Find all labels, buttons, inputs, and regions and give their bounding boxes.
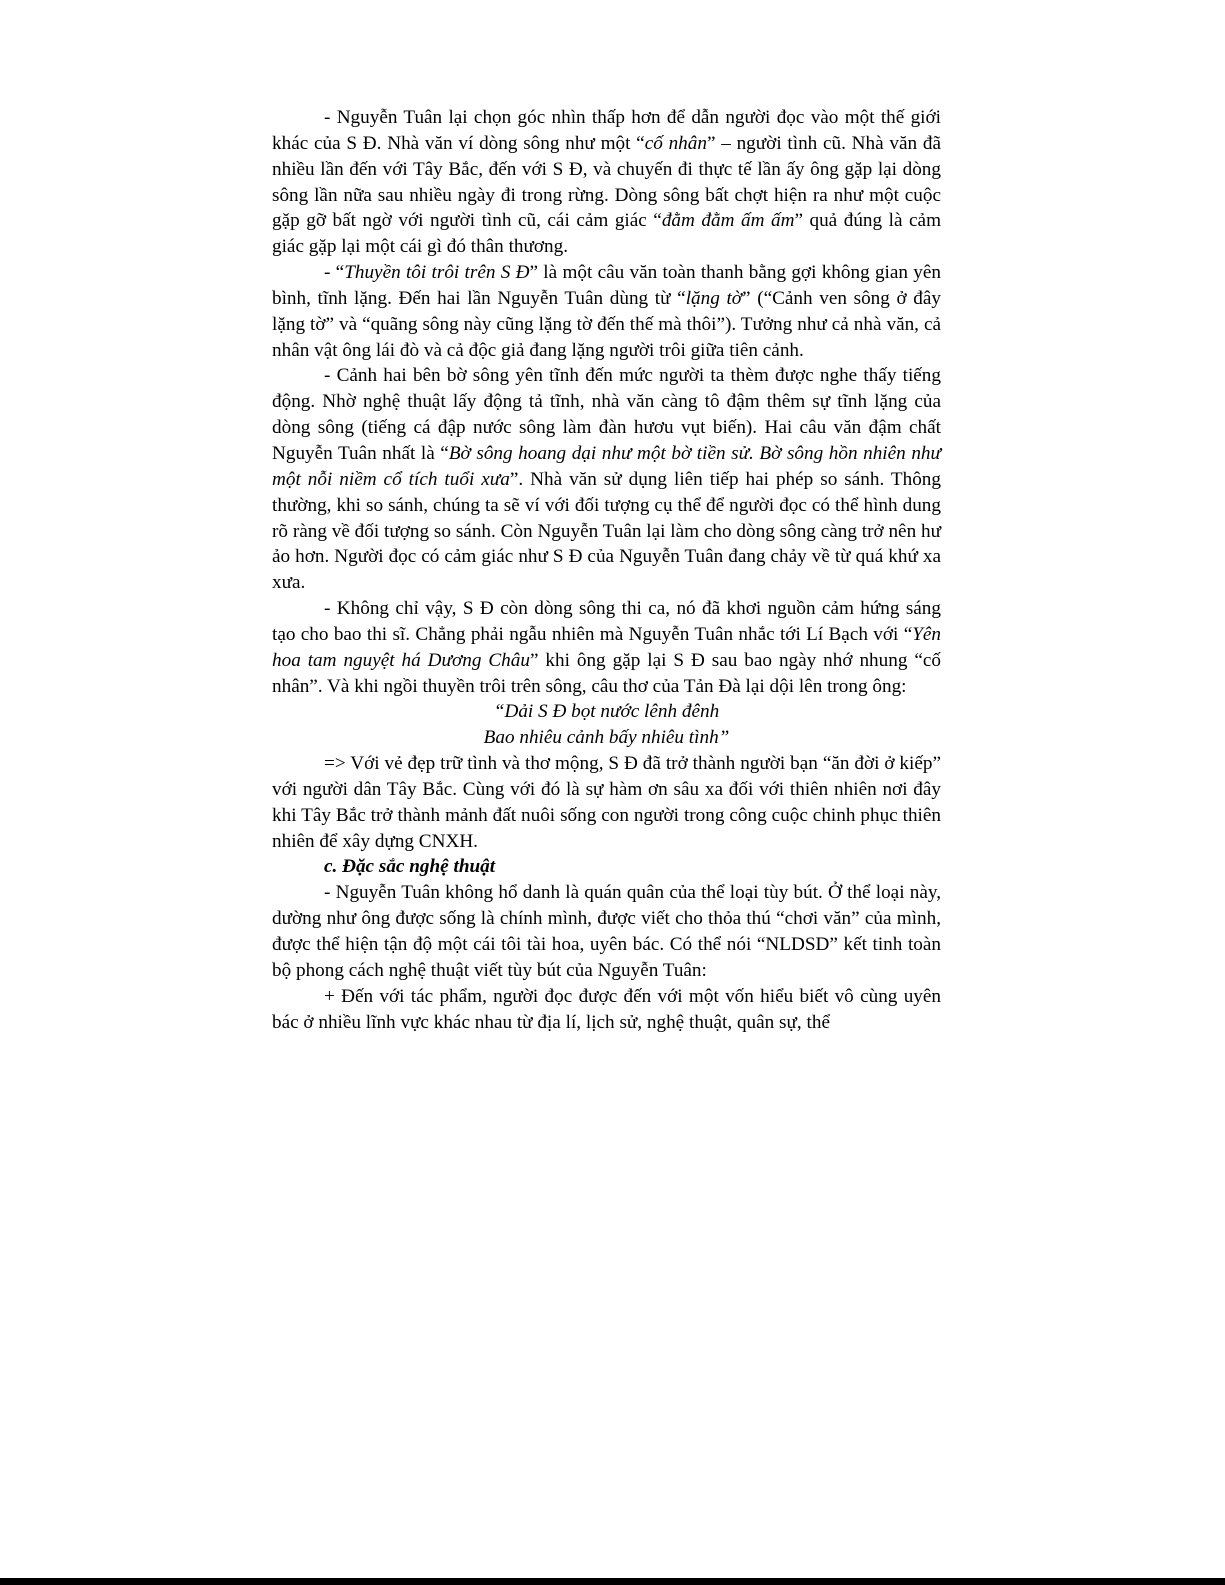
text-run: ” là một câu văn toàn thanh bằng gợi không gian yên bình, tĩnh lặng. Đến hai lần Nguyễn Tuân dùng từ “	[272, 262, 941, 309]
text-run: - Nguyễn Tuân lại chọn góc nhìn thấp hơn để dẫn người đọc vào một thế giới khác của S Đ. Nhà văn ví dòng sông như một “	[272, 107, 941, 154]
text-run: ” (“Cảnh ven sông ở đây lặng tờ” và “quãng sông này cũng lặng tờ đến thế mà thôi”). Tưởng như cả nhà văn, cả nhân vật ông lái đò và cả độc giả đang lặng người trôi giữa tiên cảnh.	[272, 287, 941, 361]
paragraph	[272, 260, 941, 363]
text-run: ” khi ông gặp lại S Đ sau bao ngày nhớ nhung “cố nhân”. Và khi ngồi thuyền trôi trên sông, câu thơ của Tản Đà lại dội lên trong ông:	[272, 649, 942, 697]
page-bottom-border	[0, 1578, 1225, 1585]
paragraph	[272, 751, 941, 854]
text-run: - Cảnh hai bên bờ sông yên tĩnh đến mức người ta thèm được nghe thấy tiếng động. Nhờ nghệ thuật lấy động tả tĩnh, nhà văn càng tô đậm thêm sự tĩnh lặng của dòng sông (tiếng cá đập nước sông làm đàn hươu vụt biến). Hai câu văn đậm chất Nguyễn Tuân nhất là “	[272, 365, 941, 464]
italic-quote: Thuyền tôi trôi trên S Đ	[344, 262, 530, 284]
paragraph	[272, 596, 941, 699]
text-run: - Không chỉ vậy, S Đ còn dòng sông thi ca, nó đã khơi nguồn cảm hứng sáng tạo cho bao thi sĩ. Chẳng phải ngẫu nhiên mà Nguyễn Tuân nhắc tới Lí Bạch với “	[272, 598, 941, 645]
text-run: - Nguyễn Tuân không hổ danh là quán quân của thể loại tùy bút. Ở thể loại này, dường như ông được sống là chính mình, được viết cho thỏa thú “chơi văn” của mình, được thể hiện tận độ một cái tôi tài hoa, uyên bác. Có thể nói “NLDSD” kết tinh toàn bộ phong cách nghệ thuật viết tùy bút của Nguyễn Tuân:	[272, 882, 941, 981]
text-run: => Với vẻ đẹp trữ tình và thơ mộng, S Đ đã trở thành người bạn “ăn đời ở kiếp” với người dân Tây Bắc. Cùng với đó là sự hàm ơn sâu xa đối với thiên nhiên nơi đây khi Tây Bắc trở thành mảnh đất nuôi sống con người trong công cuộc chinh phục thiên nhiên để xây dựng CNXH.	[272, 753, 941, 852]
text-run: Bao nhiêu cảnh bấy nhiêu tình”	[483, 727, 730, 749]
poem-line	[272, 699, 941, 725]
paragraph	[272, 984, 941, 1036]
italic-quote: Bờ sông hoang dại như một bờ tiền sử. Bờ sông hồn nhiên như một nỗi niềm cổ tích tuổi xưa	[272, 442, 941, 490]
text-run: ” quả đúng là cảm giác gặp lại một cái gì đó thân thương.	[272, 210, 941, 258]
text-run: + Đến với tác phẩm, người đọc được đến với một vốn hiểu biết vô cùng uyên bác ở nhiều lĩnh vực khác nhau từ địa lí, lịch sử, nghệ thuật, quân sự, thể	[272, 985, 941, 1033]
text-run: ” – người tình cũ. Nhà văn đã nhiều lần đến với Tây Bắc, đến với S Đ, và chuyến đi thực tế lần ấy ông gặp lại dòng sông lần nữa sau nhiều ngày đi trong rừng. Dòng sông bất chợt hiện ra như một cuộc gặp gỡ bất ngờ với người tình cũ, cái cảm giác “	[272, 132, 941, 232]
text-run: c. Đặc sắc nghệ thuật	[324, 856, 496, 878]
paragraph	[272, 363, 941, 596]
text-run: - “	[324, 262, 345, 284]
paragraph	[272, 880, 941, 983]
poem-line	[272, 725, 941, 751]
italic-quote: đằm đằm ấm ấm	[661, 210, 795, 232]
paragraph	[272, 105, 941, 260]
body-text	[272, 105, 941, 1035]
italic-quote: lặng tờ	[685, 287, 743, 309]
text-run: ”. Nhà văn sử dụng liên tiếp hai phép so sánh. Thông thường, khi so sánh, chúng ta sẽ ví với đối tượng cụ thể để người đọc có thể hình dung rõ ràng về đối tượng so sánh. Còn Nguyễn Tuân lại làm cho dòng sông càng trở nên hư ảo hơn. Người đọc có cảm giác như S Đ của Nguyễn Tuân đang chảy về từ quá khứ xa xưa.	[272, 468, 941, 594]
section-heading	[272, 854, 941, 880]
italic-quote: cố nhân	[644, 132, 707, 154]
italic-quote: Yên hoa tam nguyệt há Dương Châu	[272, 623, 941, 671]
text-run: “Dải S Đ bọt nước lênh đênh	[493, 701, 720, 723]
